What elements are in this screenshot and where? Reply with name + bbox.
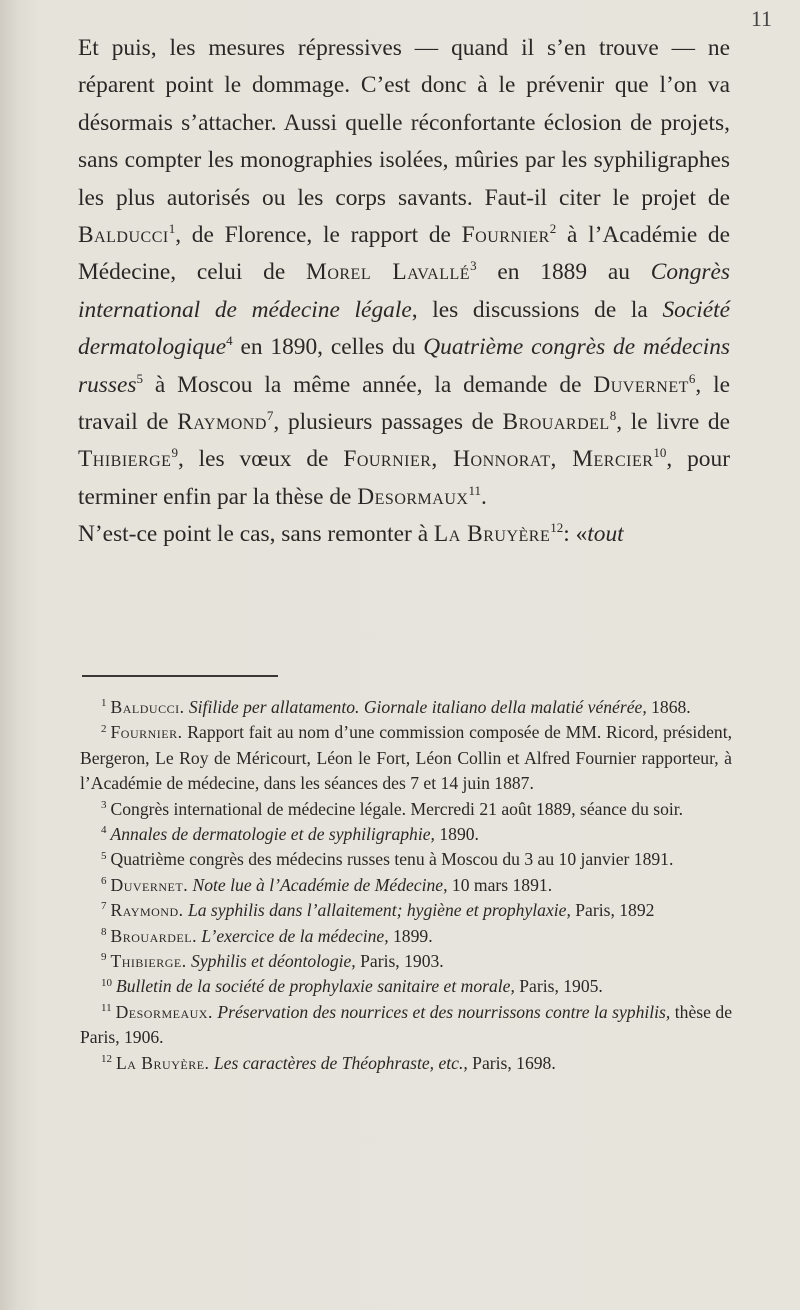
footnote-title: Préservation des nourrices et des nourrissons contre la syphilis,: [212, 1001, 671, 1022]
footnote-ref: 4: [226, 333, 233, 349]
footnote: [80, 797, 732, 822]
footnote-ref: 6: [688, 370, 696, 386]
author-name: Fournier, Honnorat, Mercier: [343, 446, 654, 473]
main-text: [78, 30, 730, 554]
footnote-ref: 3: [470, 258, 477, 274]
work-title: Congrès international de médecine légale: [78, 259, 731, 323]
text-run: , les discussions de la: [411, 296, 663, 323]
author-name: Fournier: [461, 222, 550, 249]
paragraph-2: [78, 516, 730, 553]
author-name: Balducci: [78, 222, 169, 249]
footnote-title: La syphilis dans l’allaitement; hygiène et prophylaxie,: [183, 900, 571, 921]
footnote: [80, 720, 732, 796]
footnote: [80, 695, 732, 720]
footnote-text: Paris, 1698.: [467, 1052, 556, 1073]
text-run: , le travail de: [78, 371, 730, 436]
footnote: [80, 949, 732, 974]
footnote-number: 5: [101, 849, 107, 862]
footnote-text: 10 mars 1891.: [447, 874, 553, 895]
footnote-text: Paris, 1905.: [514, 976, 603, 997]
author-name: Duvernet: [593, 371, 689, 398]
footnote-text: Paris, 1892: [570, 900, 655, 921]
footnote: [80, 873, 732, 898]
footnote-title: Sifilide per allatamento. Giornale italiano della malatié vénérée,: [188, 697, 647, 717]
footnote-title: Syphilis et déontologie,: [186, 951, 356, 972]
footnote-title: Bulletin de la société de prophylaxie sanitaire et morale,: [116, 976, 515, 997]
text-run: Et puis, les mesures répressives — quand il s’en trouve — ne réparent point le dommage. C’est donc à le prévenir que l’on va désormais s’attacher. Aussi quelle réconfortante éclosion de projets, sans compter les monographies isolées, mûries par les syphiligraphes les plus autorisés ou les corps savants. Faut-il citer le projet de: [78, 35, 730, 211]
text-run: , les vœux de: [177, 446, 344, 473]
text-run: à l’Académie de Médecine, celui de: [78, 222, 730, 286]
author-name: Brouardel: [502, 409, 610, 436]
footnote: [80, 974, 732, 999]
footnote-ref: 1: [168, 221, 176, 237]
footnote: [80, 1000, 732, 1051]
text-run: : «: [563, 521, 588, 548]
text-run: , plusieurs passages de: [273, 409, 503, 436]
footnote-text: 1868.: [646, 697, 691, 717]
footnote-number: 11: [101, 1002, 112, 1015]
footnote-author: Desormeaux.: [115, 1001, 213, 1022]
text-run: , le livre de: [616, 409, 730, 436]
footnote-ref: 8: [609, 408, 617, 424]
footnote-number: 10: [101, 976, 112, 989]
author-name: Morel Lavallé: [306, 259, 471, 286]
footnote-text: 1890.: [434, 824, 479, 845]
work-title: Quatrième congrès de médecins russes: [78, 334, 730, 398]
footnote-text: Congrès international de médecine légale. Mercredi 21 août 1889, séance du soir.: [110, 798, 684, 819]
text-run: , pour terminer enfin par la thèse de: [78, 446, 730, 510]
footnote-number: 6: [101, 874, 107, 887]
paragraph-1: [78, 30, 730, 516]
footnote-author: Brouardel.: [110, 925, 197, 946]
text-run: à Moscou la même année, la demande de: [143, 371, 594, 398]
footnote-number: 3: [101, 798, 107, 811]
text-run: .: [480, 483, 487, 510]
footnote-text: Quatrième congrès des médecins russes tenu à Moscou du 3 au 10 janvier 1891.: [110, 849, 674, 870]
footnote-author: Balducci.: [110, 697, 185, 717]
footnote-number: 7: [101, 900, 107, 913]
footnote-author: Fournier.: [110, 722, 183, 743]
footnote: [80, 898, 732, 923]
author-name: Thibierge: [78, 446, 172, 473]
footnote-ref: 9: [171, 445, 178, 461]
quote-start: tout: [587, 521, 624, 548]
footnote-number: 1: [101, 697, 107, 710]
footnote-text: 1899.: [388, 925, 433, 946]
footnote-ref: 12: [550, 520, 564, 536]
footnote-ref: 5: [136, 370, 143, 386]
footnote-title: Les caractères de Théophraste, etc.,: [209, 1052, 468, 1073]
text-run: en 1889 au: [476, 259, 651, 286]
footnote: [80, 924, 732, 949]
footnote-title: Annales de dermatologie et de syphiligraphie,: [110, 824, 435, 845]
text-run: N’est-ce point le cas, sans remonter à: [78, 521, 434, 548]
footnote-number: 8: [101, 925, 107, 938]
footnote-title: L’exercice de la médecine,: [196, 925, 389, 946]
footnote-author: Raymond.: [110, 900, 184, 921]
footnote-author: Thibierge.: [110, 951, 187, 972]
footnote: [80, 1051, 732, 1076]
footnote-number: 2: [101, 722, 107, 735]
footnote-ref: 2: [549, 221, 557, 237]
footnote-author: La Bruyère.: [116, 1052, 210, 1073]
footnote-number: 4: [101, 824, 107, 837]
text-run: , de Florence, le rapport de: [175, 222, 462, 249]
footnote-text: thèse de Paris, 1906.: [80, 1001, 732, 1048]
footnote-text: Paris, 1903.: [355, 951, 444, 972]
text-run: en 1890, celles du: [232, 334, 424, 361]
author-name: Raymond: [177, 409, 267, 436]
footnote-title: Note lue à l’Académie de Médecine,: [188, 874, 448, 895]
footnote-number: 12: [101, 1052, 112, 1065]
footnote-ref: 11: [468, 483, 481, 499]
footnote: [80, 822, 732, 847]
footnote-author: Duvernet.: [110, 874, 189, 895]
footnote-ref: 7: [266, 408, 274, 424]
work-title: Société dermatologique: [78, 296, 730, 361]
footnote-number: 9: [101, 951, 107, 964]
author-name: Desormaux: [357, 483, 469, 510]
footnote-ref: 10: [653, 445, 667, 461]
footnote-text: Rapport fait au nom d’une commission composée de MM. Ricord, président, Bergeron, Le Roy de Méricourt, Léon le Fort, Léon Collin et Alfred Fournier rapporteur, à l’Académie de médecine, dans les séances des 7 et 14 juin 1887.: [80, 722, 732, 794]
page-number: 11: [750, 6, 772, 31]
footnote: [80, 847, 732, 872]
footnotes: [80, 695, 732, 1076]
author-name: La Bruyère: [433, 521, 551, 548]
footnote-separator: [82, 675, 278, 677]
